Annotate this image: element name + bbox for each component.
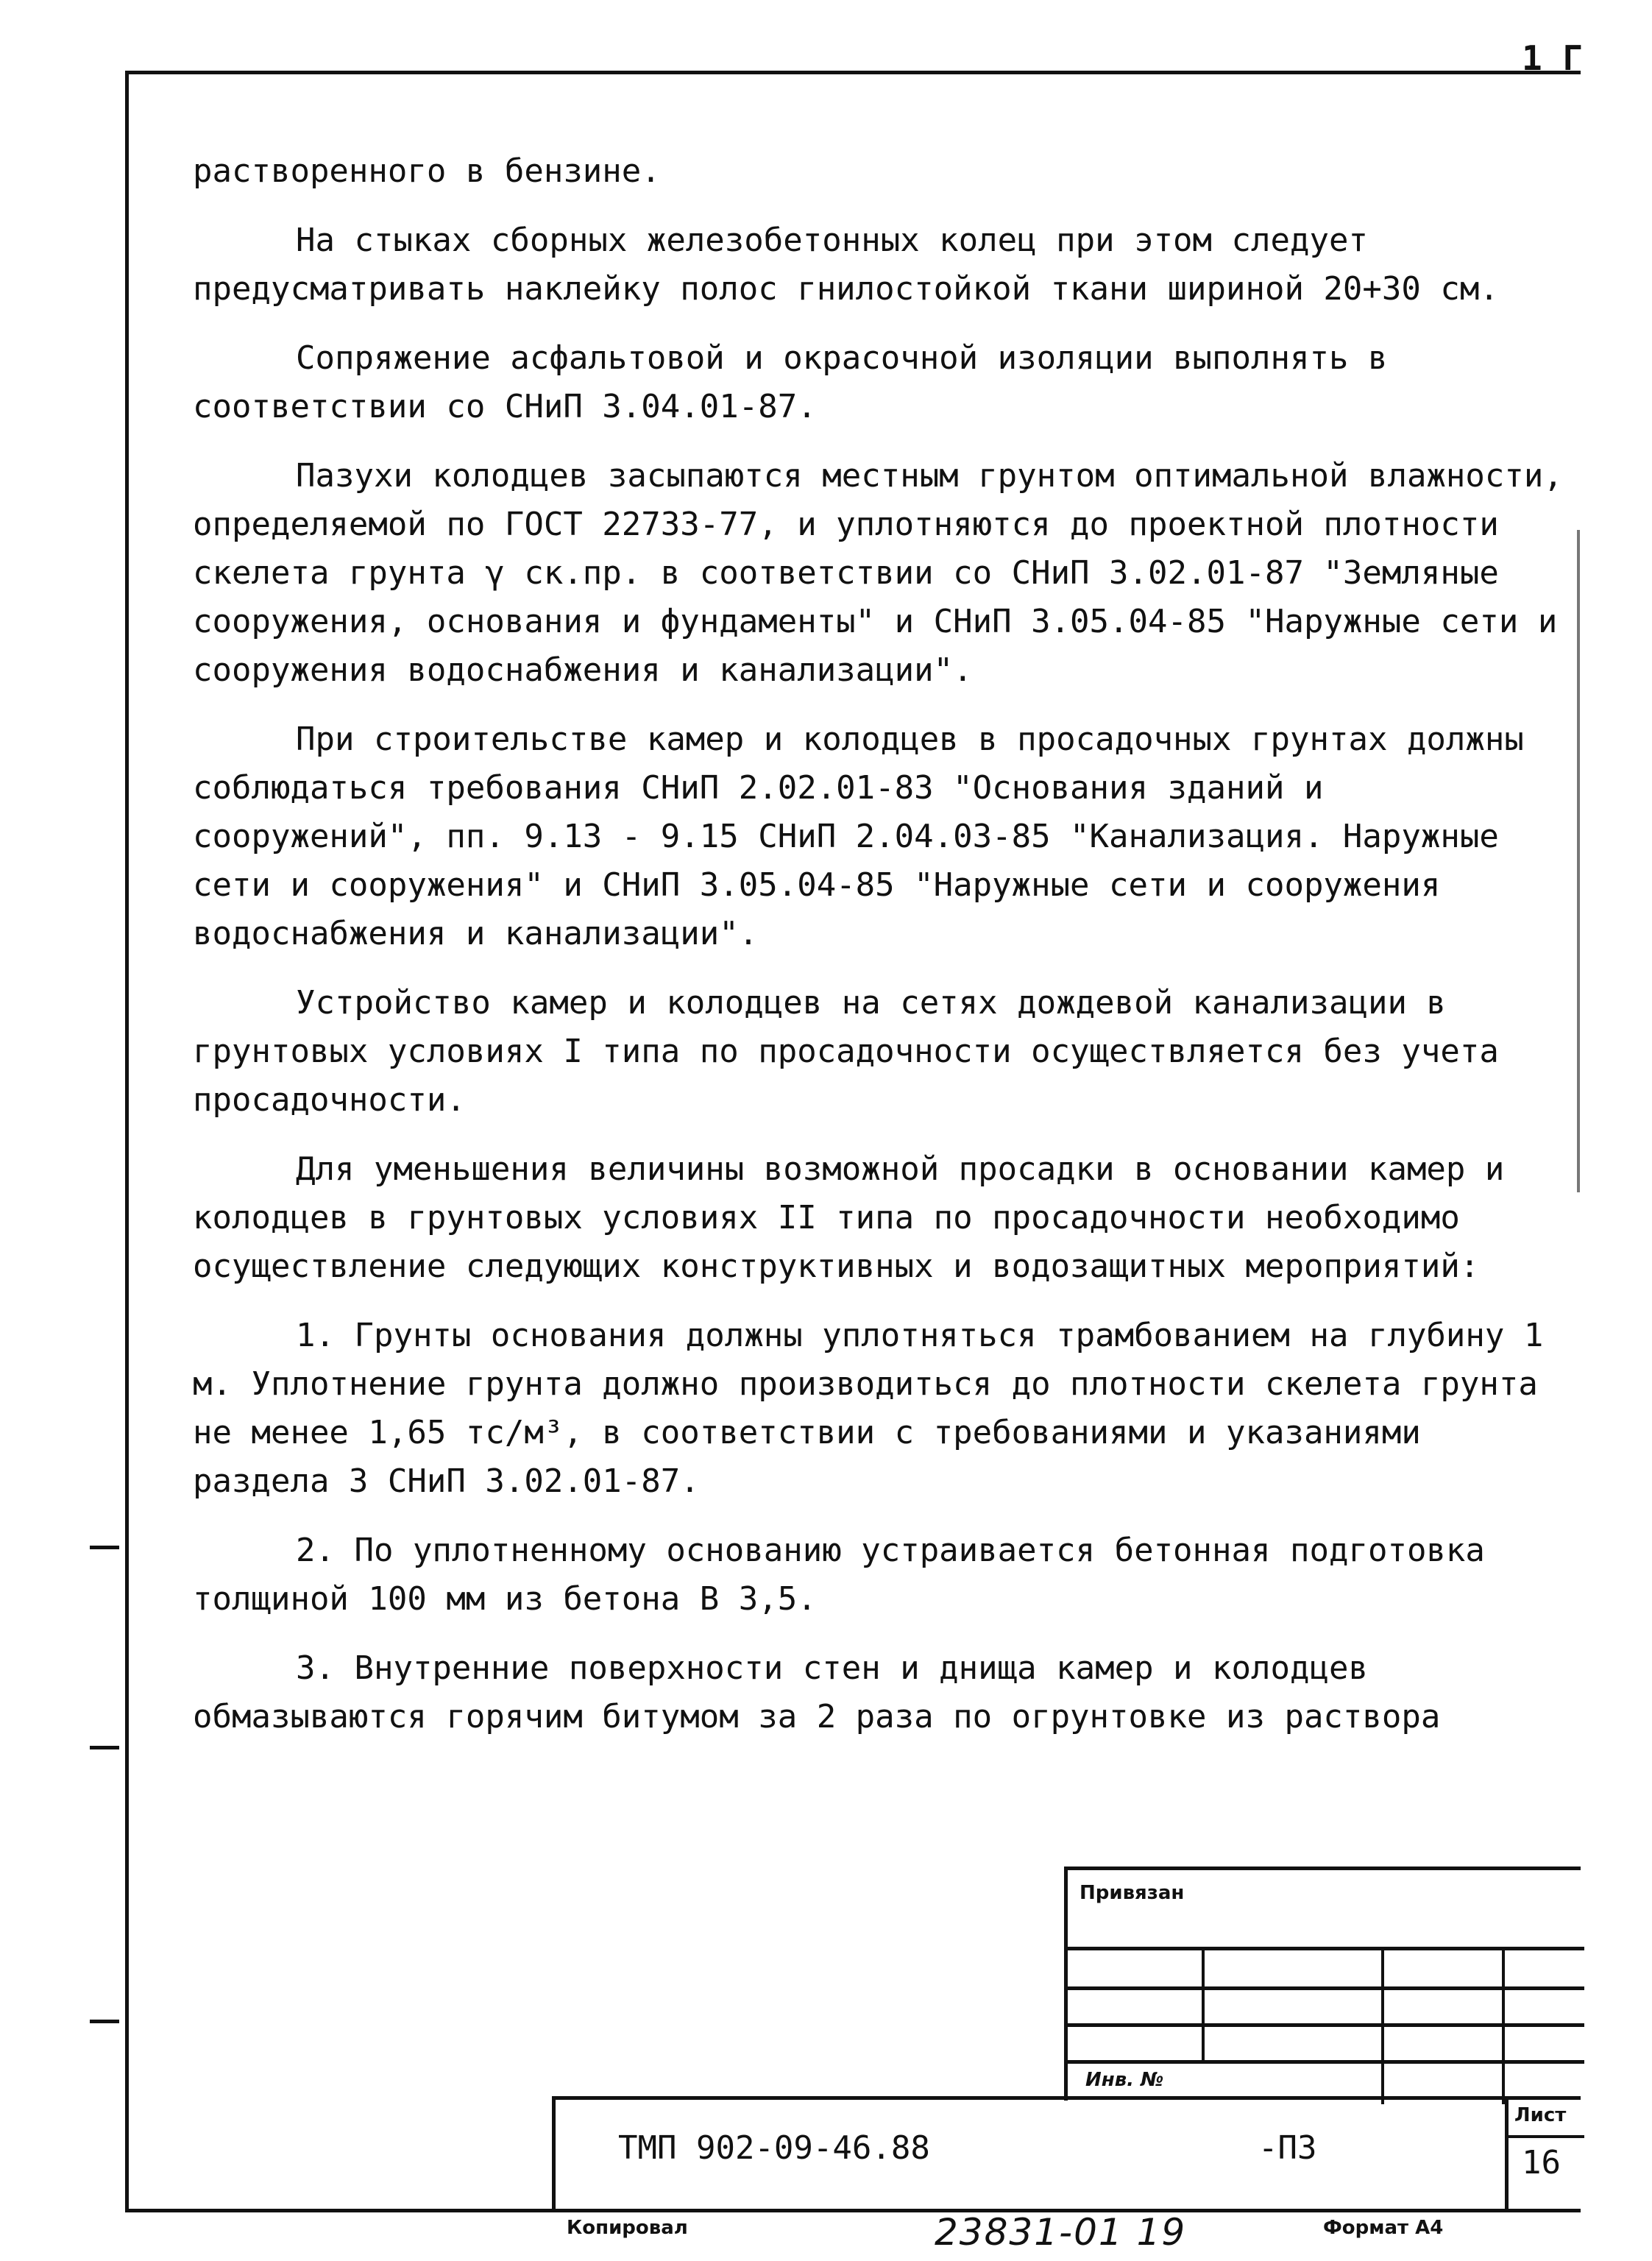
sheet-box (1505, 2100, 1584, 2212)
document-body (193, 147, 1576, 1762)
paragraph: Сопряжение асфальтовой и окрасочной изоляции выполнять в соответствии со СНиП 3.04.01-87. (193, 339, 1388, 425)
footer-handwritten-number: 23831-01 19 (935, 2211, 1187, 2254)
stamp-label-privyazan: Привязан (1080, 1882, 1185, 1904)
stamp-rule (1068, 2023, 1584, 2027)
footer-copied-label: Копировал (567, 2217, 688, 2239)
paragraph: Пазухи колодцев засыпаются местным грунтом оптимальной влажности, определяемой по ГОСТ 22733-77, и уплотняются до проектной плотности скелета грунта γ ск.пр. в соответствии со СНиП 3.02.01-87 "Земляные сооружения, основания и фундаменты" и СНиП 3.05.04-85 "Наружные сети и сооружения водоснабжения и канализации". (193, 457, 1563, 689)
paragraph: Для уменьшения величины возможной просадки в основании камер и колодцев в грунтовых условиях II типа по просадочности необходимо осуществление следующих конструктивных и водозащитных мероприятий: (193, 1150, 1505, 1285)
stamp-rule (1068, 1986, 1584, 1990)
corner-mark: 1 Г (1522, 38, 1584, 78)
stamp-label-inv: Инв. № (1085, 2069, 1164, 2091)
sheet-rule (1509, 2135, 1584, 2138)
title-block (552, 2096, 1581, 2212)
paragraph: Устройство камер и колодцев на сетях дождевой канализации в грунтовых условиях I типа по просадочности осуществляется без учета просадочности. (193, 984, 1499, 1119)
footer-format-label: Формат А4 (1323, 2217, 1444, 2239)
approval-stamp (1064, 1867, 1581, 2101)
stamp-rule (1068, 1947, 1584, 1950)
sheet-label: Лист (1514, 2104, 1567, 2126)
stamp-rule (1068, 2060, 1584, 2064)
margin-tick (90, 2020, 119, 2023)
document-suffix: -ПЗ (1258, 2129, 1317, 2167)
stamp-rule (1381, 1948, 1384, 2060)
paragraph: 1. Грунты основания должны уплотняться трамбованием на глубину 1 м. Уплотнение грунта должно производиться до плотности скелета грунта не менее 1,65 тс/м³, в соответствии с требованиями и указаниями раздела 3 СНиП 3.02.01-87. (193, 1317, 1544, 1500)
paragraph: На стыках сборных железобетонных колец при этом следует предусматривать наклейку полос гнилостойкой ткани шириной 20+30 см. (193, 222, 1499, 308)
right-margin-line (1577, 530, 1580, 1192)
margin-tick (90, 1746, 119, 1749)
margin-tick (90, 1546, 119, 1549)
paragraph: При строительстве камер и колодцев в просадочных грунтах должны соблюдаться требования СНиП 2.02.01-83 "Основания зданий и сооружений", пп. 9.13 - 9.15 СНиП 2.04.03-85 "Канализация. Наружные сети и сооружения" и СНиП 3.05.04-85 "Наружные сети и сооружения водоснабжения и канализации". (193, 721, 1524, 952)
sheet-number: 16 (1522, 2144, 1561, 2182)
paragraph: 2. По уплотненному основанию устраивается бетонная подготовка толщиной 100 мм из бетона В 3,5. (193, 1532, 1485, 1618)
paragraph: 3. Внутренние поверхности стен и днища камер и колодцев обмазываются горячим битумом за 2 раза по огрунтовке из раствора (193, 1649, 1441, 1735)
paragraph: растворенного в бензине. (193, 152, 661, 190)
document-code: ТМП 902-09-46.88 (618, 2129, 930, 2167)
stamp-rule (1502, 1948, 1505, 2104)
stamp-rule (1202, 1948, 1205, 2060)
